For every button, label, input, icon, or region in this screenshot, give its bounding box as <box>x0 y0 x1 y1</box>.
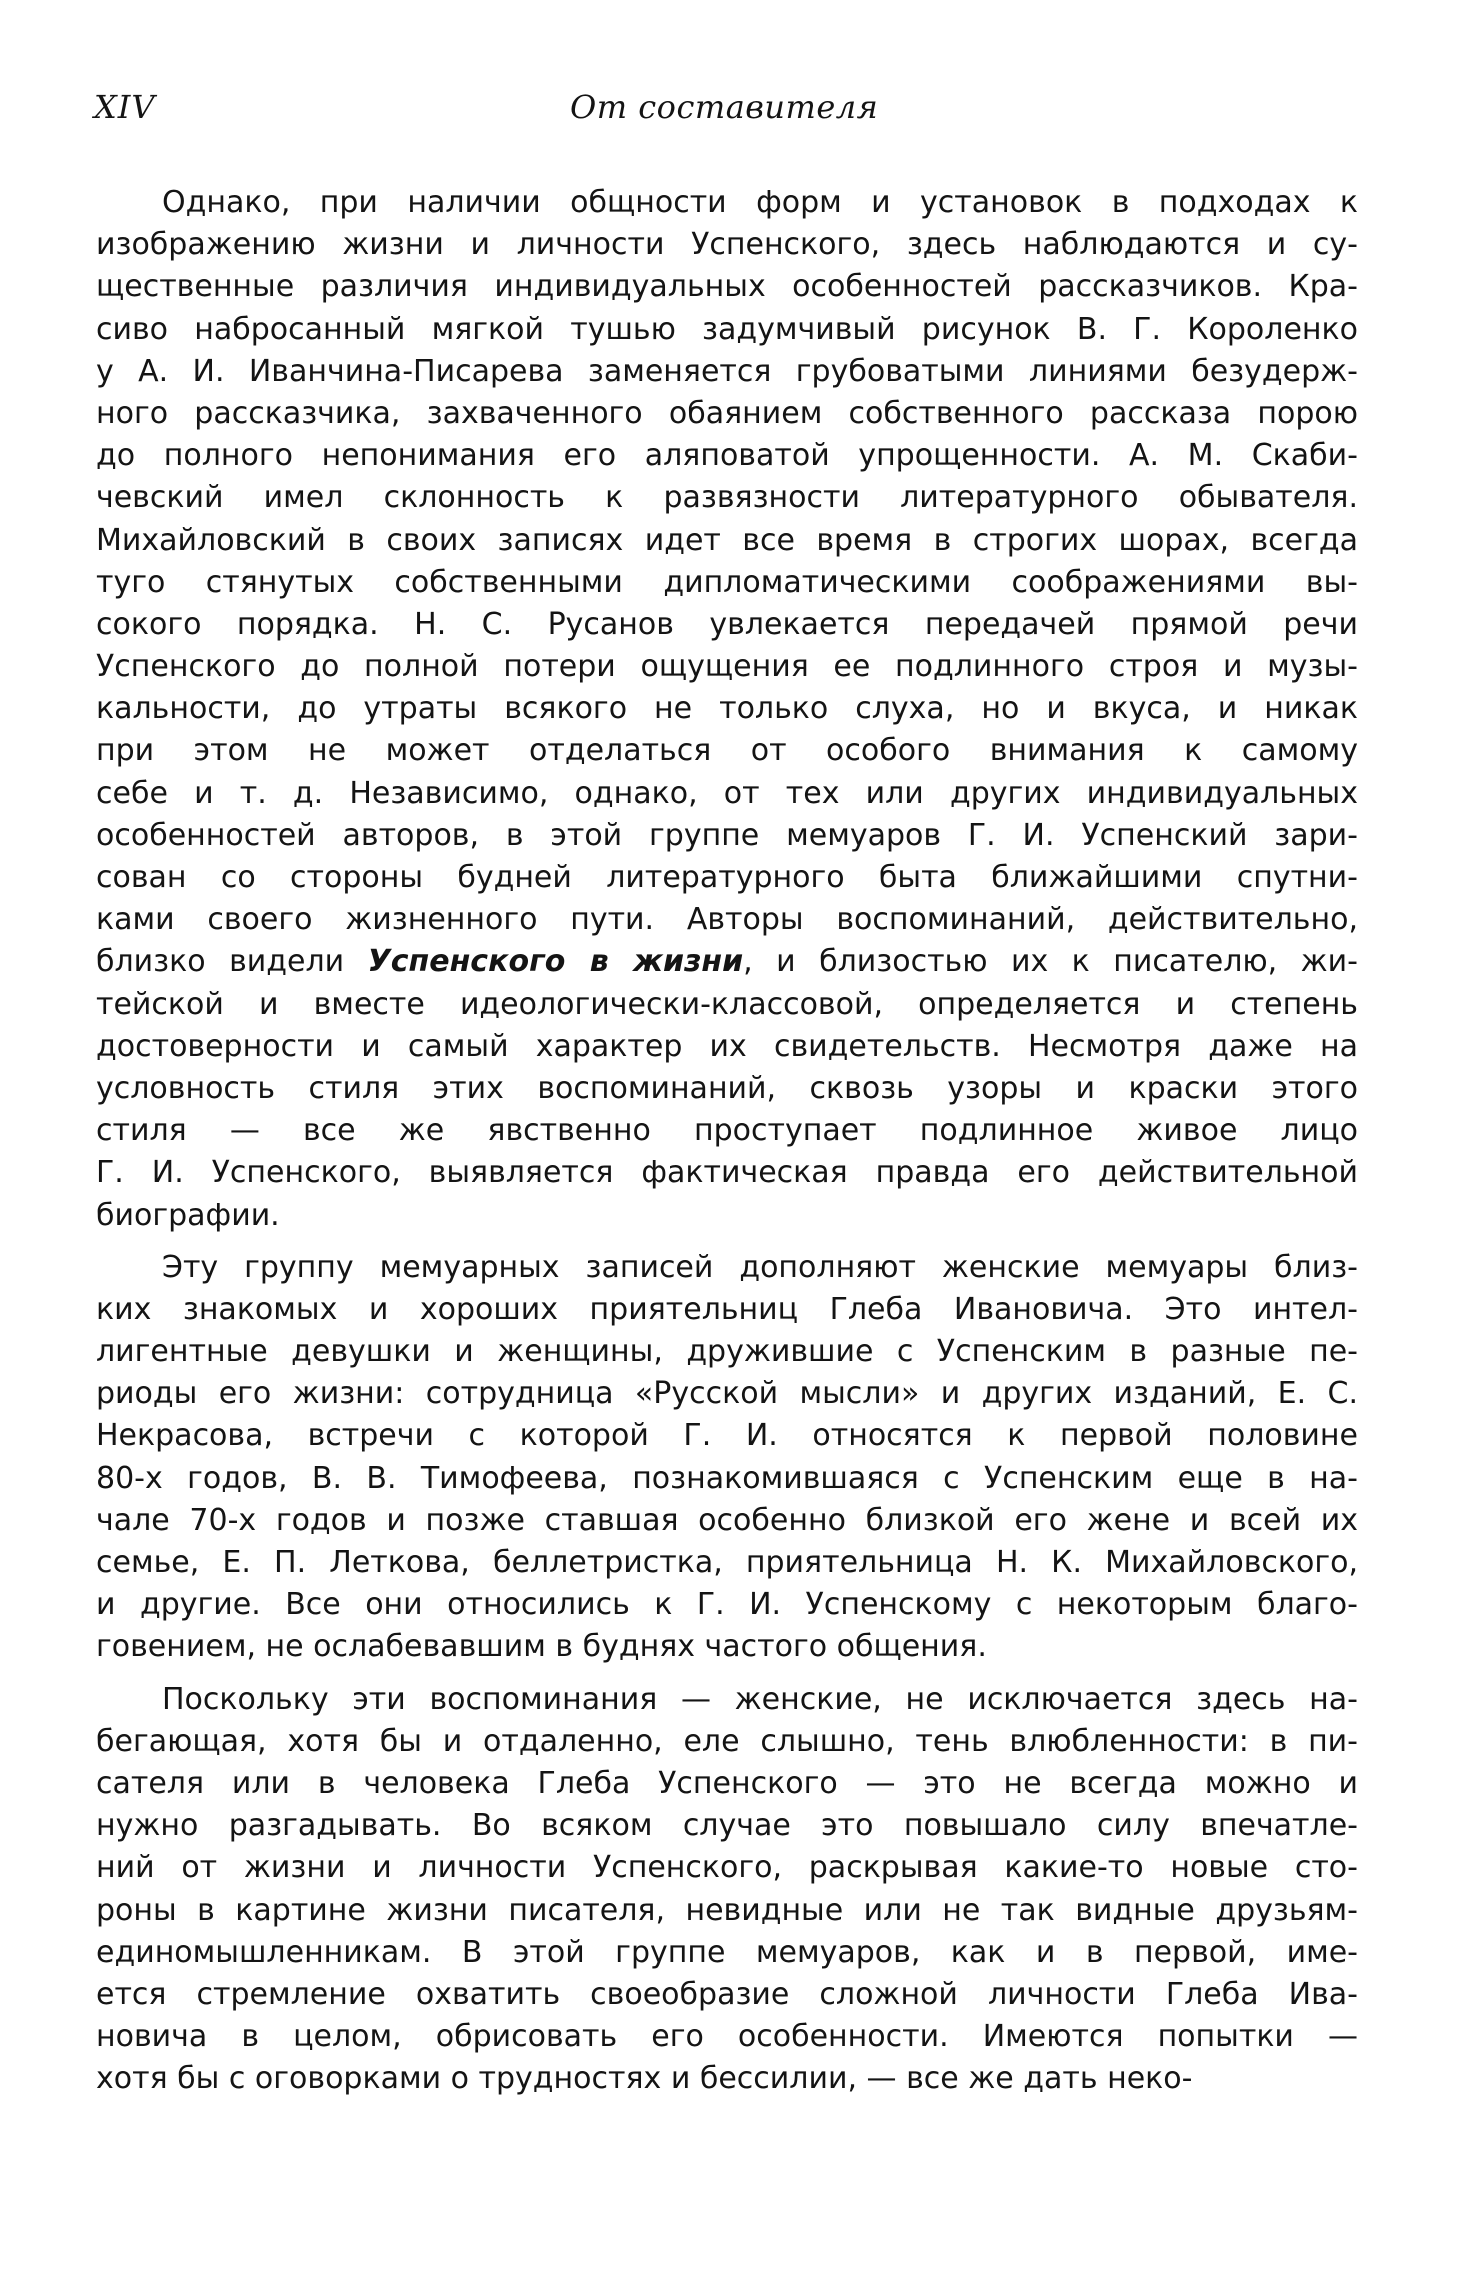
paragraph-gap <box>96 1669 1358 1679</box>
text-line <box>96 1458 1358 1500</box>
text-line <box>96 1584 1358 1626</box>
text-line <box>96 1110 1358 1152</box>
text-segment: сован со стороны будней литературного быта ближайшими спутни- <box>96 860 1358 895</box>
text-segment: 80-х годов, В. В. Тимофеева, познакомившаяся с Успенским еще в на- <box>96 1460 1358 1496</box>
text-segment: ного рассказчика, захваченного обаянием собственного рассказа порою <box>96 395 1358 431</box>
text-line <box>96 646 1358 688</box>
text-line <box>96 1247 1358 1289</box>
text-segment: кальности, до утраты всякого не только слуха, но и вкуса, и никак <box>96 691 1358 727</box>
text-segment: Михайловский в своих записях идет все время в строгих шорах, всегда <box>96 522 1358 558</box>
text-segment: бегающая, хотя бы и отдаленно, еле слышно, тень влюбленности: в пи- <box>96 1723 1358 1759</box>
text-segment: Некрасова, встречи с которой Г. И. относятся к первой половине <box>96 1418 1358 1454</box>
text-line <box>96 688 1358 730</box>
text-line <box>96 2058 1358 2100</box>
text-segment: ний от жизни и личности Успенского, раскрывая какие-то новые сто- <box>96 1850 1358 1886</box>
text-line <box>96 1974 1358 2016</box>
text-segment: единомышленникам. В этой группе мемуаров, как и в первой, име- <box>96 1934 1358 1970</box>
text-segment: ется стремление охватить своеобразие сложной личности Глеба Ива- <box>96 1976 1358 2012</box>
text-line <box>96 2016 1358 2058</box>
text-segment: условность стиля этих воспоминаний, сквозь узоры и краски этого <box>96 1070 1358 1106</box>
text-line <box>96 309 1358 351</box>
text-segment: достоверности и самый характер их свидетельств. Несмотря даже на <box>96 1028 1358 1064</box>
text-segment: сиво набросанный мягкой тушью задумчивый рисунок В. Г. Короленко <box>96 311 1358 347</box>
text-line <box>96 1847 1358 1889</box>
text-segment: близко видели <box>96 944 368 980</box>
text-segment: лигентные девушки и женщины, дружившие с Успенским в разные пе- <box>96 1334 1358 1370</box>
text-line <box>96 477 1358 519</box>
text-segment: чале 70-х годов и позже ставшая особенно близкой его жене и всей их <box>96 1502 1358 1538</box>
page-number: XIV <box>94 88 156 126</box>
text-line <box>96 730 1358 772</box>
text-segment: роны в картине жизни писателя, невидные или не так видные друзьям- <box>96 1892 1358 1928</box>
text-line <box>96 1721 1358 1763</box>
text-line <box>96 1763 1358 1805</box>
text-line <box>96 773 1358 815</box>
text-segment: при этом не может отделаться от особого внимания к самому <box>96 733 1358 769</box>
text-line <box>96 815 1358 857</box>
text-line <box>96 1500 1358 1542</box>
text-segment: туго стянутых собственными дипломатическими соображениями вы- <box>96 564 1358 600</box>
text-body <box>96 182 1358 2100</box>
text-segment: и другие. Все они относились к Г. И. Успенскому с некоторым благо- <box>96 1587 1358 1623</box>
text-line <box>96 1542 1358 1584</box>
text-segment: Успенского до полной потери ощущения ее подлинного строя и музы- <box>96 649 1358 685</box>
text-segment: нужно разгадывать. Во всяком случае это повышало силу впечатле- <box>96 1808 1358 1844</box>
text-line <box>96 266 1358 308</box>
text-line <box>96 1415 1358 1457</box>
text-segment: особенностей авторов, в этой группе мемуаров Г. И. Успенский зари- <box>96 817 1358 853</box>
text-line <box>96 1373 1358 1415</box>
text-segment: биографии. <box>96 1197 280 1233</box>
text-line <box>96 1152 1358 1194</box>
text-line <box>96 1289 1358 1331</box>
text-segment: себе и т. д. Независимо, однако, от тех или других индивидуальных <box>96 775 1358 811</box>
text-line <box>96 1932 1358 1974</box>
text-segment: говением, не ослабевавшим в буднях частого общения. <box>96 1629 987 1665</box>
text-line <box>96 941 1358 983</box>
text-line <box>96 1679 1358 1721</box>
text-line <box>96 435 1358 477</box>
text-segment: ками своего жизненного пути. Авторы воспоминаний, действительно, <box>96 902 1358 938</box>
text-segment: риоды его жизни: сотрудница «Русской мысли» и других изданий, Е. С. <box>96 1376 1358 1412</box>
text-line <box>96 1026 1358 1068</box>
text-line <box>96 393 1358 435</box>
text-line <box>96 1331 1358 1373</box>
text-segment: , и близостью их к писателю, жи- <box>743 944 1358 980</box>
text-line <box>96 562 1358 604</box>
text-line <box>96 1068 1358 1110</box>
running-title: От составителя <box>570 88 879 126</box>
text-segment: Однако, при наличии общности форм и установок в подходах к <box>162 185 1358 220</box>
running-head <box>94 88 1362 138</box>
text-segment: до полного непонимания его аляповатой упрощенности. А. М. Скаби- <box>96 438 1358 474</box>
text-segment: хотя бы с оговорками о трудностях и бессилии, — все же дать неко- <box>96 2061 1193 2097</box>
paragraph-gap <box>96 1237 1358 1247</box>
text-line <box>96 520 1358 562</box>
text-line <box>96 224 1358 266</box>
text-line <box>96 1195 1358 1237</box>
text-segment: щественные различия индивидуальных особенностей рассказчиков. Кра- <box>96 269 1358 305</box>
text-line <box>96 899 1358 941</box>
text-segment: тейской и вместе идеологически-классовой, определяется и степень <box>96 986 1358 1022</box>
text-segment: Эту группу мемуарных записей дополняют женские мемуары близ- <box>162 1249 1358 1285</box>
text-line <box>96 1805 1358 1847</box>
emphasized-phrase: Успенского в жизни <box>367 944 744 980</box>
text-segment: Поскольку эти воспоминания — женские, не исключается здесь на- <box>162 1681 1358 1717</box>
text-segment: сокого порядка. Н. С. Русанов увлекается передачей прямой речи <box>96 606 1358 642</box>
text-segment: изображению жизни и личности Успенского, здесь наблюдаются и су- <box>96 227 1358 263</box>
text-segment: чевский имел склонность к развязности литературного обывателя. <box>96 480 1358 516</box>
text-segment: Г. И. Успенского, выявляется фактическая правда его действительной <box>96 1155 1358 1191</box>
text-segment: у А. И. Иванчина-Писарева заменяется грубоватыми линиями безудерж- <box>96 353 1358 389</box>
text-segment: сателя или в человека Глеба Успенского — это не всегда можно и <box>96 1765 1358 1801</box>
text-line <box>96 1626 1358 1668</box>
text-line <box>96 351 1358 393</box>
text-line <box>96 182 1358 224</box>
text-segment: стиля — все же явственно проступает подлинное живое лицо <box>96 1113 1358 1149</box>
text-segment: ких знакомых и хороших приятельниц Глеба Ивановича. Это интел- <box>96 1291 1358 1327</box>
text-line <box>96 1890 1358 1932</box>
text-line <box>96 604 1358 646</box>
text-segment: новича в целом, обрисовать его особенности. Имеются попытки — <box>96 2019 1358 2055</box>
text-line <box>96 857 1358 899</box>
text-line <box>96 984 1358 1026</box>
text-segment: семье, Е. П. Леткова, беллетристка, приятельница Н. К. Михайловского, <box>96 1545 1358 1580</box>
